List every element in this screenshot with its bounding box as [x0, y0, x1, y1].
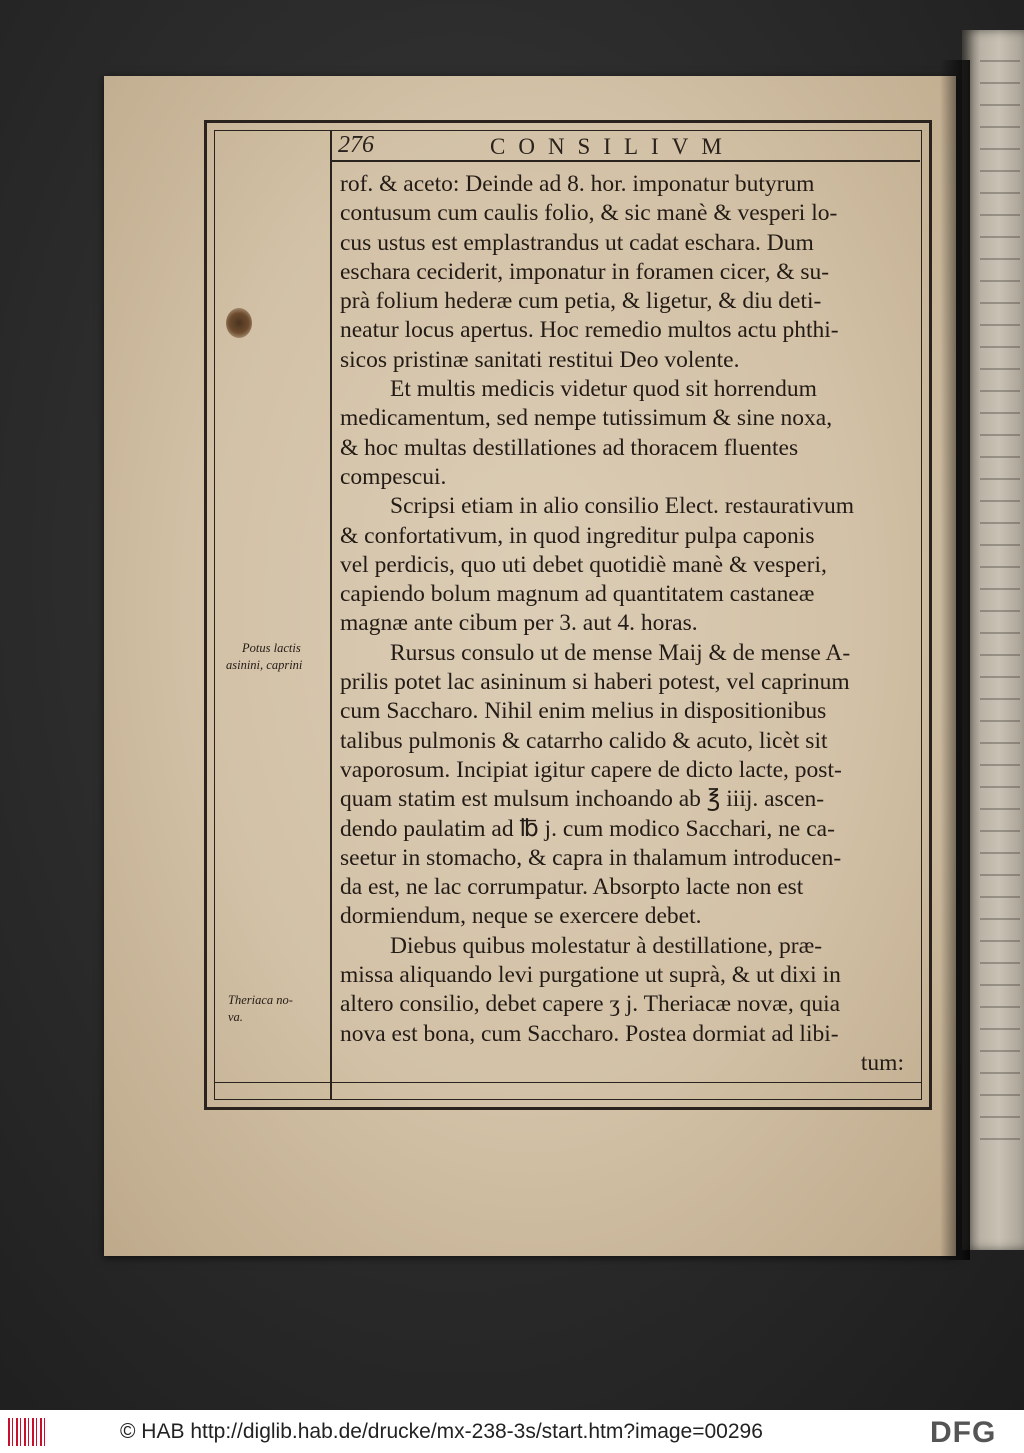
page-gutter-shadow [940, 60, 970, 1260]
body-line: altero consilio, debet capere ʒ j. Theriacæ novæ, quia [340, 991, 841, 1018]
body-line: eschara ceciderit, imponatur in foramen cicer, & su- [340, 258, 830, 285]
body-line: seetur in stomacho, & capra in thalamum introducen- [340, 844, 842, 871]
body-line: dendo paulatim ad ℔ j. cum modico Sacchari, ne ca- [340, 815, 835, 842]
body-line: capiendo bolum magnum ad quantitatem castaneæ [340, 581, 815, 608]
body-line: tum: [860, 1049, 904, 1076]
body-line: contusum cum caulis folio, & sic manè & vesperi lo- [340, 200, 838, 227]
marginal-note-theriaca [228, 992, 293, 1026]
marginal-note-potus [226, 640, 302, 674]
body-line: cus ustus est emplastrandus ut cadat eschara. Dum [340, 229, 814, 256]
body-line: Rursus consulo ut de mense Maij & de mense A- [390, 639, 851, 666]
facing-page-text-lines [980, 60, 1020, 1160]
dfg-logo: DFG [930, 1416, 997, 1449]
footer-credit-link[interactable]: © HAB http://diglib.hab.de/drucke/mx-238-3s/start.htm?image=00296 [120, 1420, 763, 1443]
body-line: vaporosum. Incipiat igitur capere de dicto lacte, post- [340, 756, 842, 783]
body-line: nova est bona, cum Saccharo. Postea dormiat ad libi- [340, 1020, 839, 1047]
body-line: sicos pristinæ sanitati restitui Deo volente. [340, 346, 740, 373]
body-line: cum Saccharo. Nihil enim melius in dispositionibus [340, 698, 827, 725]
body-line: compescui. [340, 463, 447, 490]
body-line: talibus pulmonis & catarrho calido & acuto, licèt sit [340, 727, 828, 754]
body-line: medicamentum, sed nempe tutissimum & sine noxa, [340, 405, 833, 432]
body-line: Et multis medicis videtur quod sit horrendum [390, 376, 817, 403]
paper-stain [226, 308, 252, 338]
body-line: vel perdicis, quo uti debet quotidiè manè & vesperi, [340, 551, 827, 578]
body-line: neatur locus apertus. Hoc remedio multos actu phthi- [340, 317, 839, 344]
running-head: CONSILIVM [490, 134, 735, 159]
bottom-rule [214, 1082, 922, 1083]
body-line: da est, ne lac corrumpatur. Absorpto lacte non est [340, 874, 804, 901]
margin-rule [330, 130, 332, 1100]
page-number: 276 [338, 132, 374, 158]
body-line: quam statim est mulsum inchoando ab ℥ iiij. ascen- [340, 786, 825, 813]
body-text [340, 170, 910, 1078]
body-line: & confortativum, in quod ingreditur pulpa caponis [340, 522, 815, 549]
marginal-note-line: Potus lactis [242, 641, 301, 655]
body-line: prà folium hederæ cum petia, & ligetur, & diu deti- [340, 288, 822, 315]
marginal-note-line: Theriaca no- [228, 993, 293, 1007]
body-line: dormiendum, neque se exercere debet. [340, 903, 702, 930]
hab-barcode-icon [8, 1418, 48, 1446]
body-line: prilis potet lac asininum si haberi potest, vel caprinum [340, 669, 850, 696]
marginal-note-line: va. [228, 1010, 243, 1024]
body-line: rof. & aceto: Deinde ad 8. hor. imponatur butyrum [340, 171, 815, 197]
body-line: magnæ ante cibum per 3. aut 4. horas. [340, 610, 698, 637]
head-rule [330, 160, 920, 162]
body-line: & hoc multas destillationes ad thoracem fluentes [340, 434, 799, 461]
body-line: missa aliquando levi purgatione ut suprà, & ut dixi in [340, 962, 841, 989]
marginal-note-line: asinini, caprini [226, 658, 303, 672]
body-line: Scripsi etiam in alio consilio Elect. restaurativum [390, 493, 855, 520]
body-line: Diebus quibus molestatur à destillatione, præ- [390, 932, 823, 959]
